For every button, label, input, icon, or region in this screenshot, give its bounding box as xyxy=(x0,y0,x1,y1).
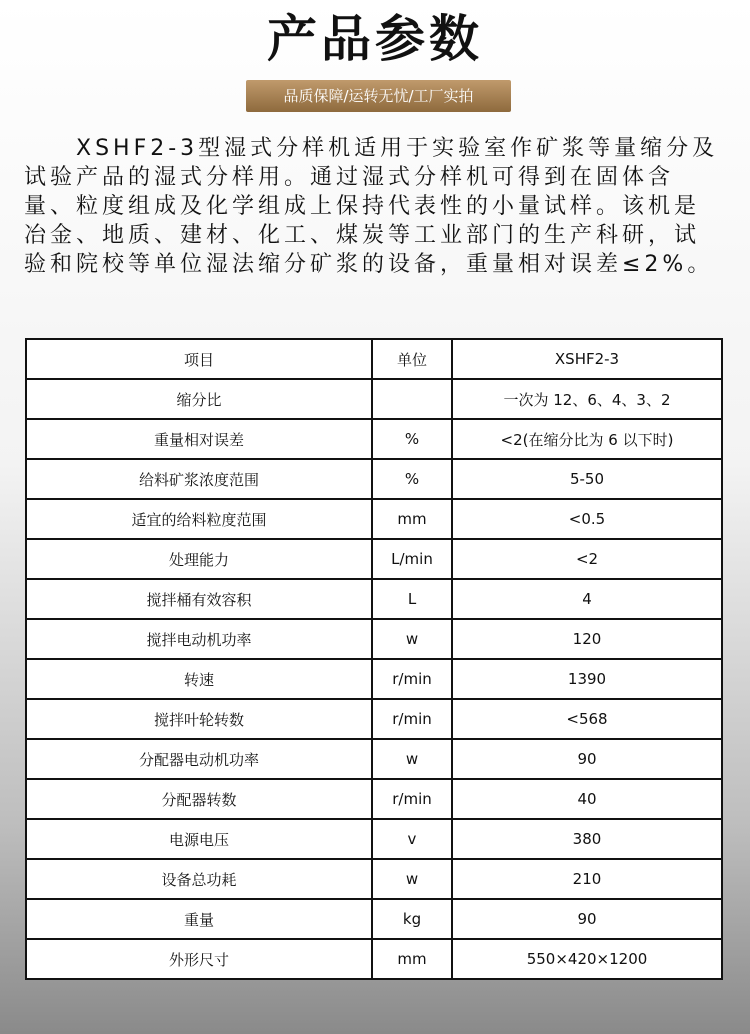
param-value-cell: XSHF2-3 xyxy=(452,339,722,379)
param-value-cell: 一次为 12、6、4、3、2 xyxy=(452,379,722,419)
param-unit-cell: v xyxy=(372,819,452,859)
param-name-cell: 缩分比 xyxy=(26,379,372,419)
table-row xyxy=(26,419,722,459)
param-unit-cell: w xyxy=(372,619,452,659)
param-unit-cell: mm xyxy=(372,499,452,539)
param-name-cell: 分配器电动机功率 xyxy=(26,739,372,779)
param-value-cell: 5-50 xyxy=(452,459,722,499)
param-unit-cell: r/min xyxy=(372,699,452,739)
page-title: 产品参数 xyxy=(267,10,483,68)
param-value-cell: 40 xyxy=(452,779,722,819)
table-header-row xyxy=(26,339,722,379)
table-row xyxy=(26,539,722,579)
param-unit-cell: 单位 xyxy=(372,339,452,379)
param-value-cell: 90 xyxy=(452,899,722,939)
parameter-table-body xyxy=(26,339,722,979)
param-unit-cell: L/min xyxy=(372,539,452,579)
parameter-table xyxy=(25,338,723,980)
param-name-cell: 外形尺寸 xyxy=(26,939,372,979)
param-name-cell: 处理能力 xyxy=(26,539,372,579)
subtitle-badge: 品质保障/运转无忧/工厂实拍 xyxy=(246,80,511,112)
table-row xyxy=(26,379,722,419)
product-description: XSHF2-3型湿式分样机适用于实验室作矿浆等量缩分及试验产品的湿式分样用。通过湿式分样机可得到在固体含量、粒度组成及化学组成上保持代表性的小量试样。该机是冶金、地质、建材、化工、煤炭等工业部门的生产科研，试验和院校等单位湿法缩分矿浆的设备，重量相对误差≤2%。 xyxy=(24,136,719,277)
param-name-cell: 设备总功耗 xyxy=(26,859,372,899)
param-unit-cell: % xyxy=(372,459,452,499)
table-row xyxy=(26,619,722,659)
param-unit-cell: r/min xyxy=(372,779,452,819)
param-value-cell: <568 xyxy=(452,699,722,739)
param-name-cell: 搅拌电动机功率 xyxy=(26,619,372,659)
param-value-cell: <2(在缩分比为 6 以下时) xyxy=(452,419,722,459)
param-value-cell: 1390 xyxy=(452,659,722,699)
param-name-cell: 搅拌桶有效容积 xyxy=(26,579,372,619)
param-name-cell: 给料矿浆浓度范围 xyxy=(26,459,372,499)
param-value-cell: 120 xyxy=(452,619,722,659)
table-row xyxy=(26,459,722,499)
table-row xyxy=(26,739,722,779)
table-row xyxy=(26,939,722,979)
param-unit-cell: % xyxy=(372,419,452,459)
param-value-cell: 380 xyxy=(452,819,722,859)
param-name-cell: 重量相对误差 xyxy=(26,419,372,459)
param-name-cell: 重量 xyxy=(26,899,372,939)
table-row xyxy=(26,899,722,939)
param-unit-cell xyxy=(372,379,452,419)
param-value-cell: <2 xyxy=(452,539,722,579)
param-value-cell: 550×420×1200 xyxy=(452,939,722,979)
param-value-cell: 4 xyxy=(452,579,722,619)
param-unit-cell: L xyxy=(372,579,452,619)
table-row xyxy=(26,499,722,539)
param-name-cell: 转速 xyxy=(26,659,372,699)
table-row xyxy=(26,779,722,819)
param-name-cell: 分配器转数 xyxy=(26,779,372,819)
param-name-cell: 项目 xyxy=(26,339,372,379)
param-value-cell: 90 xyxy=(452,739,722,779)
table-row xyxy=(26,659,722,699)
param-name-cell: 搅拌叶轮转数 xyxy=(26,699,372,739)
param-name-cell: 电源电压 xyxy=(26,819,372,859)
param-unit-cell: r/min xyxy=(372,659,452,699)
param-value-cell: 210 xyxy=(452,859,722,899)
param-value-cell: <0.5 xyxy=(452,499,722,539)
table-row xyxy=(26,859,722,899)
table-row xyxy=(26,819,722,859)
table-row xyxy=(26,579,722,619)
param-unit-cell: mm xyxy=(372,939,452,979)
param-unit-cell: w xyxy=(372,859,452,899)
param-unit-cell: w xyxy=(372,739,452,779)
param-unit-cell: kg xyxy=(372,899,452,939)
param-name-cell: 适宜的给料粒度范围 xyxy=(26,499,372,539)
table-row xyxy=(26,699,722,739)
